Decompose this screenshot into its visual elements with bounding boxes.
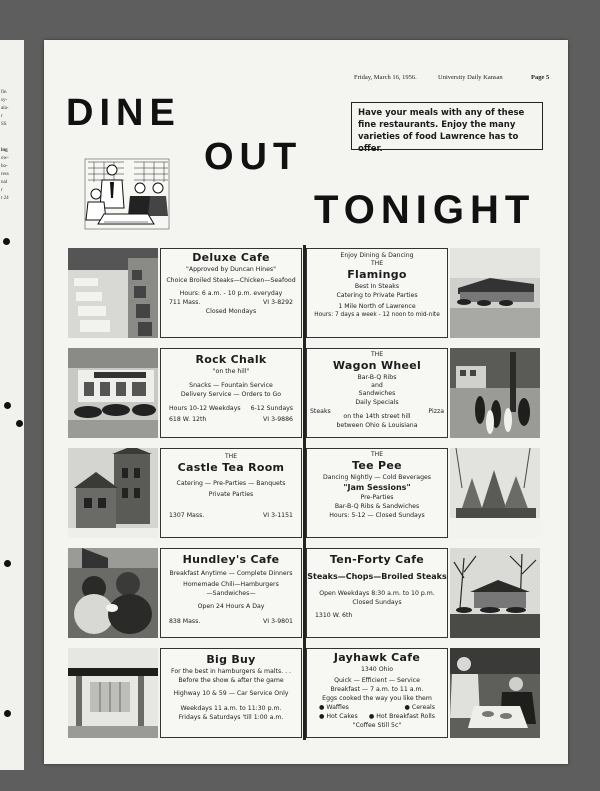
address-row xyxy=(161,415,301,424)
restaurant-name: Hundley's Cafe xyxy=(182,553,280,566)
location-line: on the 14th street hill xyxy=(343,413,411,420)
ad-line: Open 24 Hours A Day xyxy=(197,603,265,610)
menu-bullets-row xyxy=(307,712,447,721)
hours-row xyxy=(161,404,301,413)
ad-flamingo xyxy=(306,248,448,338)
ad-line: Snacks — Fountain Service xyxy=(189,382,273,389)
restaurant-name: Rock Chalk xyxy=(195,353,267,366)
ad-deluxe-cafe xyxy=(160,248,302,338)
ad-line: and xyxy=(371,382,383,389)
ad-the: THE xyxy=(225,453,237,460)
binding-hole xyxy=(4,710,11,717)
scrap-text: SS xyxy=(1,122,7,127)
restaurant-name: Flamingo xyxy=(347,268,407,281)
scrap-text: r xyxy=(1,188,3,193)
phone: VI 3-9801 xyxy=(263,618,293,625)
ad-line: Closed Mondays xyxy=(205,308,257,315)
ad-big-buy xyxy=(160,648,302,738)
ad-line: "Approved by Duncan Hines" xyxy=(186,266,276,273)
bullet-item: ● Cereals xyxy=(404,704,435,711)
flamingo-photo xyxy=(450,248,540,338)
scrap-text: ala- xyxy=(1,106,9,111)
address: 618 W. 12th xyxy=(169,416,207,423)
ad-line: Breakfast — 7 a.m. to 11 a.m. xyxy=(330,686,424,693)
headline-tonight: TONIGHT xyxy=(314,188,536,232)
binding-hole xyxy=(16,420,23,427)
menu-steaks: Steaks xyxy=(310,408,331,415)
tee-pee-photo xyxy=(450,448,540,538)
ad-line: Steaks—Chops—Broiled Steaks xyxy=(307,572,447,581)
scrap-text: sy- xyxy=(1,98,8,103)
address-row xyxy=(161,617,301,626)
scrap-text: t 24 xyxy=(1,196,9,201)
ad-line: Daily Specials xyxy=(355,399,399,406)
ad-line: Eggs cooked the way you like them xyxy=(322,695,432,702)
ad-line: Open Weekdays 8:30 a.m. to 10 p.m. xyxy=(319,590,435,597)
newspaper-page xyxy=(44,40,568,764)
hundleys-cafe-photo xyxy=(68,548,158,638)
ad-line: Sandwiches xyxy=(358,390,396,397)
ad-line: "Jam Sessions" xyxy=(343,483,411,492)
ad-line: Catering to Private Parties xyxy=(336,292,418,299)
ad-line: For the best in hamburgers & malts. . . xyxy=(170,668,292,675)
ad-line: Dancing Nightly — Cold Beverages xyxy=(322,474,432,481)
castle-tea-room-photo xyxy=(68,448,158,538)
ad-line: Bar-B-Q Ribs & Sandwiches xyxy=(334,503,420,510)
address-row xyxy=(161,511,301,520)
ad-line: Breakfast Anytime — Complete Dinners xyxy=(169,570,293,577)
address: 711 Mass. xyxy=(169,299,201,306)
scrap-text: nal xyxy=(1,180,8,185)
phone: VI 3-9886 xyxy=(263,416,293,423)
ad-tee-pee xyxy=(306,448,448,538)
ten-forty-cafe-photo xyxy=(450,548,540,638)
bullet-label: Cereals xyxy=(411,704,435,711)
bullet-item: ● Hot Breakfast Rolls xyxy=(368,713,435,720)
ad-line: "on the hill" xyxy=(212,368,250,375)
location-line: between Ohio & Louisiana xyxy=(336,422,418,429)
ad-line: Hours: 6 a.m. - 10 p.m. everyday xyxy=(179,290,283,297)
ad-line: Before the show & after the game xyxy=(178,677,284,684)
headline-out: OUT xyxy=(204,136,303,178)
bullet-label: Hot Breakfast Rolls xyxy=(376,713,435,720)
intro-box: Have your meals with any of these fine restaurants. Enjoy the many varieties of food Lawrence has to offer. xyxy=(351,102,543,150)
ad-jayhawk-cafe xyxy=(306,648,448,738)
restaurant-name: Castle Tea Room xyxy=(177,461,285,474)
ad-rock-chalk xyxy=(160,348,302,438)
binding-hole xyxy=(3,238,10,245)
ad-line: Pre-Parties xyxy=(360,494,394,501)
big-buy-photo xyxy=(68,648,158,738)
diners-illustration xyxy=(84,158,170,230)
ad-line: 1340 Ohio xyxy=(360,666,393,673)
ad-line: Hours: 7 days a week - 12 noon to mid-nite xyxy=(314,312,440,318)
header-date: Friday, March 16, 1956. xyxy=(354,74,417,81)
binding-hole xyxy=(4,560,11,567)
scrap-text: ow- xyxy=(1,156,9,161)
rock-chalk-photo xyxy=(68,348,158,438)
restaurant-name: Deluxe Cafe xyxy=(192,251,270,264)
header-page: Page 5 xyxy=(531,74,550,81)
ad-the: THE xyxy=(371,260,383,267)
ad-line: 1 Mile North of Lawrence xyxy=(338,303,416,310)
ad-the: THE xyxy=(371,351,383,358)
binding-hole xyxy=(4,402,11,409)
header-paper: University Daily Kansan xyxy=(438,74,503,81)
restaurant-name: Tee Pee xyxy=(352,459,402,472)
scrap-text: ress xyxy=(1,172,9,177)
scrap-text: fin xyxy=(1,90,7,95)
ad-line: Hours: 5-12 — Closed Sundays xyxy=(329,512,425,519)
ad-the: THE xyxy=(371,451,383,458)
ad-ten-forty-cafe xyxy=(306,548,448,638)
ad-line: Fridays & Saturdays 'till 1:00 a.m. xyxy=(178,714,284,721)
ad-line: Catering — Pre-Parties — Banquets xyxy=(176,480,286,487)
ad-line: Quick — Efficient — Service xyxy=(334,677,420,684)
deluxe-cafe-photo xyxy=(68,248,158,338)
scrap-text: ing xyxy=(1,148,8,153)
menu-pizza: Pizza xyxy=(428,408,444,415)
ad-line: Highway 10 & 59 — Car Service Only xyxy=(173,690,289,697)
ad-line: Bar-B-Q Ribs xyxy=(357,374,397,381)
restaurant-name: Ten-Forty Cafe xyxy=(329,553,425,566)
ad-line: Choice Broiled Steaks—Chicken—Seafood xyxy=(166,277,296,284)
bullet-label: Waffles xyxy=(326,704,349,711)
ad-line: —Sandwiches— xyxy=(206,590,256,597)
restaurant-name: Jayhawk Cafe xyxy=(333,651,421,664)
restaurant-name: Big Buy xyxy=(206,653,256,666)
ad-line: Homemade Chili—Hamburgers xyxy=(183,581,279,588)
scrap-text: r xyxy=(1,114,3,119)
restaurant-name: Wagon Wheel xyxy=(332,359,422,372)
ad-line: Enjoy Dining & Dancing xyxy=(340,252,414,259)
ad-line: Best In Steaks xyxy=(354,283,400,290)
ad-wagon-wheel xyxy=(306,348,448,438)
phone: VI 3-1151 xyxy=(263,512,293,519)
scrap-text: ho- xyxy=(1,164,8,169)
wagon-wheel-photo xyxy=(450,348,540,438)
bullet-item: ● Waffles xyxy=(319,704,349,711)
hours-sundays: 6-12 Sundays xyxy=(250,405,293,412)
ad-line: Delivery Service — Orders to Go xyxy=(180,391,282,398)
ad-line: Weekdays 11 a.m. to 11:30 p.m. xyxy=(180,705,282,712)
jayhawk-cafe-photo xyxy=(450,648,540,738)
address: 838 Mass. xyxy=(169,618,201,625)
menu-bullets-row xyxy=(307,703,447,712)
address: 1310 W. 6th xyxy=(315,612,353,619)
address-row xyxy=(161,298,301,307)
ad-line: Private Parties xyxy=(208,491,254,498)
phone: VI 3-8292 xyxy=(263,299,293,306)
bullet-label: Hot Cakes xyxy=(326,713,358,720)
ad-line: "Coffee Still 5c" xyxy=(352,722,402,729)
ad-line: Closed Sundays xyxy=(352,599,402,606)
address: 1307 Mass. xyxy=(169,512,205,519)
headline-dine: DINE xyxy=(66,92,181,134)
ad-hundleys-cafe xyxy=(160,548,302,638)
bullet-item: ● Hot Cakes xyxy=(319,713,358,720)
hours-weekdays: Hours 10-12 Weekdays xyxy=(169,405,241,412)
ad-castle-tea-room xyxy=(160,448,302,538)
